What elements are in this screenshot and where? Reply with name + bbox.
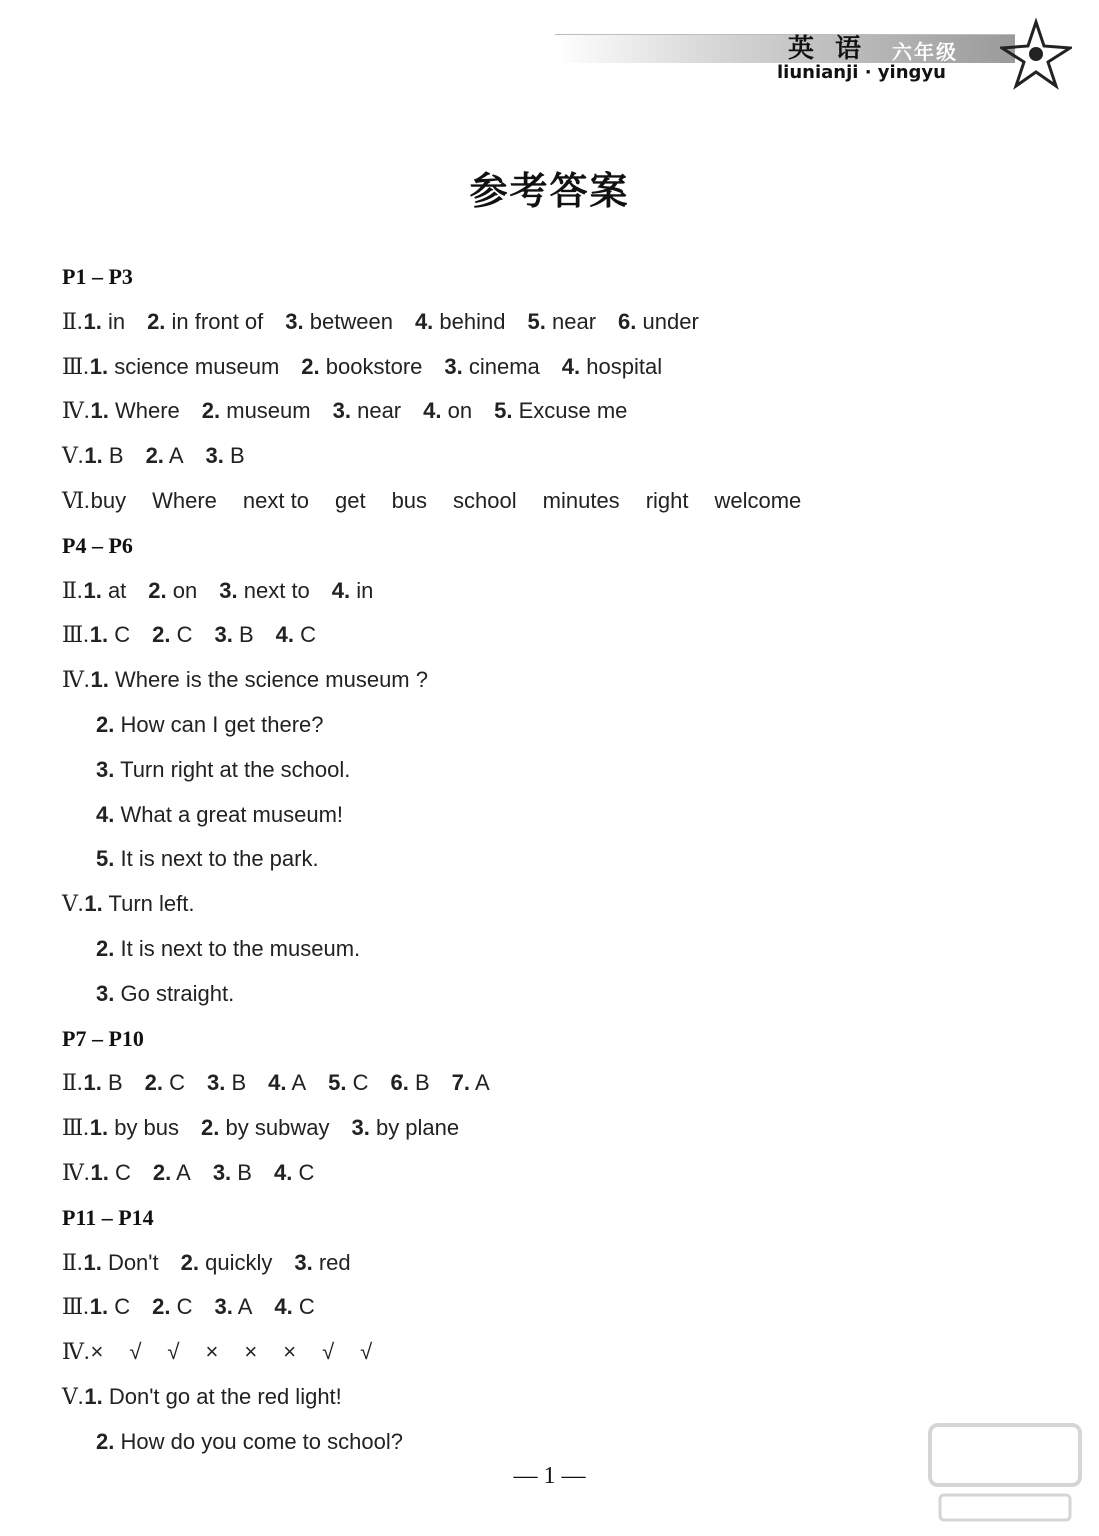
- item-answer: Excuse me: [518, 398, 628, 424]
- item-answer: Turn right at the school.: [120, 756, 351, 782]
- item-number: 6.: [390, 1070, 409, 1096]
- answer-line: [62, 434, 1042, 479]
- answer-line: [62, 1420, 1042, 1465]
- answer-content: [62, 255, 1042, 1465]
- answer-item: [268, 1070, 306, 1095]
- answer-item: [285, 309, 393, 334]
- item-number: 5.: [328, 1070, 347, 1096]
- answer-item: [83, 309, 125, 334]
- answer-item: [181, 1250, 273, 1275]
- item-answer: Where is the science museum ?: [114, 667, 428, 693]
- item-answer: Turn left.: [108, 891, 195, 917]
- answer-word: minutes: [542, 487, 620, 513]
- answer-word: ×: [90, 1339, 104, 1365]
- answer-line: [62, 1106, 1042, 1151]
- answer-item: [90, 622, 130, 647]
- item-number: 4.: [96, 801, 115, 827]
- item-answer: B: [237, 1159, 252, 1185]
- item-answer: by bus: [114, 1115, 180, 1141]
- item-answer: by subway: [225, 1115, 330, 1141]
- answer-line: [62, 882, 1042, 927]
- item-number: 2.: [96, 711, 115, 737]
- item-number: 2.: [152, 622, 171, 648]
- item-number: 4.: [331, 577, 351, 603]
- answer-item: [618, 309, 699, 334]
- header-pinyin: liunianji · yingyu: [777, 62, 946, 83]
- item-answer: C: [176, 622, 193, 648]
- answer-item: [96, 1429, 403, 1454]
- answer-line: [62, 837, 1042, 882]
- item-answer: science museum: [114, 353, 280, 379]
- answer-item: [423, 398, 472, 423]
- item-number: 3.: [96, 756, 115, 782]
- header-grade: 六年级: [892, 40, 958, 64]
- question-number: Ⅲ.: [62, 622, 89, 648]
- item-answer: B: [238, 622, 254, 648]
- answer-item: [214, 1294, 252, 1319]
- item-answer: C: [114, 1159, 131, 1185]
- item-number: 3.: [351, 1115, 370, 1141]
- answer-item: [90, 667, 428, 692]
- answer-line: [62, 1061, 1042, 1106]
- item-answer: How do you come to school?: [120, 1428, 403, 1454]
- item-number: 2.: [180, 1249, 199, 1275]
- answer-line: [62, 345, 1042, 390]
- item-number: 3.: [285, 308, 304, 334]
- answer-word: √: [360, 1339, 373, 1365]
- answer-item: [152, 622, 192, 647]
- star-logo-icon: [1000, 18, 1072, 90]
- item-number: 5.: [527, 308, 546, 334]
- item-answer: Don't go at the red light!: [108, 1383, 342, 1409]
- item-number: 4.: [268, 1070, 287, 1096]
- answer-item: [301, 354, 422, 379]
- answer-item: [84, 1384, 341, 1409]
- answer-line: [62, 1241, 1042, 1286]
- item-answer: in: [107, 308, 126, 334]
- answer-item: [444, 354, 539, 379]
- answer-line: [62, 658, 1042, 703]
- answer-item: [90, 398, 179, 423]
- answer-line: [62, 613, 1042, 658]
- answer-item: [274, 1160, 314, 1185]
- item-number: 7.: [451, 1070, 471, 1096]
- question-number: Ⅱ.: [62, 308, 83, 334]
- question-number: Ⅳ.: [62, 1159, 90, 1185]
- item-answer: in: [356, 577, 374, 603]
- answer-item: [96, 981, 234, 1006]
- item-answer: C: [352, 1070, 369, 1096]
- item-answer: It is next to the park.: [120, 846, 319, 872]
- answer-line: [62, 748, 1042, 793]
- item-answer: by plane: [375, 1115, 460, 1141]
- answer-item: [219, 578, 310, 603]
- answer-item: [202, 398, 311, 423]
- item-number: 2.: [201, 1115, 220, 1141]
- item-answer: under: [642, 308, 699, 334]
- answer-line: [62, 569, 1042, 614]
- item-answer: on: [447, 398, 473, 424]
- answer-item: [83, 578, 126, 603]
- item-answer: What a great museum!: [120, 801, 344, 827]
- question-number: Ⅴ.: [62, 891, 84, 917]
- answer-line: [62, 1151, 1042, 1196]
- item-number: 4.: [273, 1159, 293, 1185]
- answer-word: √: [167, 1339, 180, 1365]
- answer-item: [351, 1115, 459, 1140]
- answer-item: [96, 936, 360, 961]
- answer-word: ×: [205, 1339, 219, 1365]
- item-number: 2.: [148, 577, 167, 603]
- answer-item: [146, 443, 184, 468]
- item-number: 6.: [618, 308, 637, 334]
- item-answer: A: [176, 1159, 191, 1185]
- answer-word: √: [322, 1339, 335, 1365]
- item-answer: C: [169, 1070, 185, 1096]
- item-number: 1.: [83, 308, 102, 334]
- item-number: 2.: [96, 935, 115, 961]
- answer-item: [528, 309, 597, 334]
- question-number: Ⅴ.: [62, 1383, 84, 1409]
- answer-item: [332, 578, 374, 603]
- answer-word: next to: [242, 487, 309, 513]
- item-answer: museum: [226, 398, 311, 424]
- section-heading: P4 – P6: [62, 532, 133, 558]
- item-number: 3.: [214, 1294, 233, 1320]
- item-answer: Don't: [107, 1249, 159, 1275]
- item-number: 3.: [294, 1249, 313, 1275]
- answer-item: [152, 1294, 192, 1319]
- item-answer: How can I get there?: [120, 711, 324, 737]
- item-number: 5.: [96, 846, 115, 872]
- page-number: — 1 —: [513, 1463, 586, 1489]
- question-number: Ⅲ.: [62, 1115, 89, 1141]
- item-answer: bookstore: [325, 353, 423, 379]
- item-answer: near: [357, 398, 402, 424]
- item-answer: B: [231, 1070, 247, 1096]
- item-number: 1.: [89, 353, 109, 379]
- answer-item: [147, 309, 263, 334]
- question-number: Ⅲ.: [62, 353, 89, 379]
- item-number: 3.: [205, 443, 224, 469]
- item-answer: Where: [114, 398, 180, 424]
- item-answer: C: [114, 1294, 131, 1320]
- item-number: 4.: [414, 308, 434, 334]
- answer-line: [62, 793, 1042, 838]
- answer-word: √: [129, 1339, 142, 1365]
- question-number: Ⅳ.: [62, 667, 90, 693]
- answer-item: [145, 1070, 185, 1095]
- item-answer: C: [300, 622, 317, 648]
- answer-item: [206, 443, 245, 468]
- item-number: 1.: [90, 1159, 109, 1185]
- question-number: Ⅲ.: [62, 1294, 89, 1320]
- answer-item: [90, 1115, 179, 1140]
- question-number: Ⅳ.: [62, 1339, 90, 1365]
- item-number: 2.: [144, 1070, 163, 1096]
- answer-item: [452, 1070, 490, 1095]
- answer-item: [415, 309, 506, 334]
- item-number: 1.: [83, 577, 102, 603]
- question-number: Ⅵ.: [62, 487, 90, 513]
- item-number: 1.: [90, 667, 109, 693]
- answer-item: [84, 891, 194, 916]
- item-answer: It is next to the museum.: [120, 935, 361, 961]
- item-number: 3.: [96, 980, 115, 1006]
- item-number: 1.: [84, 1383, 103, 1409]
- question-number: Ⅱ.: [62, 1070, 83, 1096]
- header-subject: 英 语: [788, 34, 868, 64]
- answer-line: [62, 927, 1042, 972]
- answer-word: bus: [391, 487, 428, 513]
- item-answer: hospital: [586, 353, 663, 379]
- item-number: 1.: [89, 622, 109, 648]
- item-number: 1.: [89, 1294, 109, 1320]
- item-number: 3.: [212, 1159, 232, 1185]
- item-answer: C: [298, 1294, 315, 1320]
- item-answer: near: [551, 308, 597, 334]
- answer-word: welcome: [714, 487, 802, 513]
- answer-line: [62, 1375, 1042, 1420]
- answer-item: [562, 354, 662, 379]
- answer-line: [62, 300, 1042, 345]
- item-number: 3.: [214, 622, 233, 648]
- item-answer: B: [108, 443, 124, 469]
- item-number: 3.: [332, 398, 351, 424]
- item-number: 2.: [152, 1159, 172, 1185]
- item-number: 1.: [84, 891, 103, 917]
- item-answer: red: [318, 1249, 351, 1275]
- item-number: 2.: [201, 398, 221, 424]
- answer-item: [207, 1070, 246, 1095]
- item-number: 1.: [84, 443, 103, 469]
- item-number: 4.: [423, 398, 442, 424]
- page-title: 参考答案: [469, 169, 630, 213]
- answer-item: [276, 622, 316, 647]
- item-number: 3.: [444, 353, 463, 379]
- answer-item: [90, 1294, 130, 1319]
- item-number: 2.: [145, 443, 164, 469]
- answer-word: buy: [90, 487, 127, 513]
- section-heading: P11 – P14: [62, 1204, 154, 1230]
- answer-item: [96, 757, 350, 782]
- item-number: 4.: [561, 353, 581, 379]
- watermark-logo-icon: [920, 1415, 1090, 1530]
- answer-item: [333, 398, 402, 423]
- item-answer: A: [168, 443, 184, 469]
- section-heading: P1 – P3: [62, 264, 133, 289]
- item-number: 1.: [90, 398, 109, 424]
- answer-item: [201, 1115, 329, 1140]
- question-number: Ⅴ.: [62, 443, 84, 469]
- section-heading: P7 – P10: [62, 1025, 144, 1051]
- answer-item: [83, 1250, 158, 1275]
- answer-line: [62, 1285, 1042, 1330]
- item-answer: quickly: [205, 1249, 273, 1275]
- answer-item: [96, 846, 319, 871]
- answer-word: get: [334, 487, 366, 513]
- answer-item: [83, 1070, 122, 1095]
- item-answer: next to: [243, 577, 310, 603]
- item-answer: between: [309, 308, 393, 334]
- item-answer: C: [114, 622, 131, 648]
- answer-item: [84, 443, 123, 468]
- item-number: 2.: [96, 1428, 115, 1454]
- item-number: 4.: [274, 1294, 293, 1320]
- answer-line: [62, 389, 1042, 434]
- answer-word: Where: [152, 487, 217, 513]
- answer-item: [90, 354, 280, 379]
- answer-line: [62, 703, 1042, 748]
- answer-item: [391, 1070, 430, 1095]
- answer-item: [90, 1160, 130, 1185]
- item-answer: in front of: [171, 308, 264, 334]
- answer-line: [62, 479, 1042, 524]
- item-answer: A: [237, 1294, 253, 1320]
- question-number: Ⅱ.: [62, 577, 83, 603]
- item-number: 3.: [207, 1070, 226, 1096]
- item-answer: at: [107, 577, 127, 603]
- item-number: 2.: [152, 1294, 171, 1320]
- answer-line: [62, 1330, 1042, 1375]
- item-answer: C: [298, 1159, 315, 1185]
- item-answer: B: [107, 1070, 123, 1096]
- item-number: 1.: [83, 1249, 102, 1275]
- answer-item: [213, 1160, 252, 1185]
- answer-item: [153, 1160, 191, 1185]
- item-answer: behind: [439, 308, 506, 334]
- answer-word: ×: [283, 1339, 297, 1365]
- item-number: 5.: [494, 398, 513, 424]
- item-answer: B: [230, 443, 245, 469]
- item-answer: C: [176, 1294, 193, 1320]
- answer-item: [96, 802, 343, 827]
- item-answer: B: [414, 1070, 430, 1096]
- question-number: Ⅳ.: [62, 398, 90, 424]
- item-number: 2.: [147, 308, 166, 334]
- answer-line: [62, 972, 1042, 1017]
- answer-word: right: [645, 487, 689, 513]
- item-number: 2.: [301, 353, 320, 379]
- item-answer: on: [172, 577, 198, 603]
- item-answer: A: [474, 1070, 490, 1096]
- question-number: Ⅱ.: [62, 1249, 83, 1275]
- item-number: 1.: [83, 1070, 102, 1096]
- answer-word: school: [453, 487, 517, 513]
- item-answer: Go straight.: [120, 980, 235, 1006]
- item-answer: cinema: [468, 353, 540, 379]
- answer-item: [214, 622, 253, 647]
- answer-item: [294, 1250, 350, 1275]
- item-number: 4.: [275, 622, 294, 648]
- item-number: 3.: [219, 577, 238, 603]
- answer-item: [494, 398, 627, 423]
- answer-word: ×: [244, 1339, 258, 1365]
- answer-item: [274, 1294, 314, 1319]
- answer-item: [328, 1070, 368, 1095]
- answer-item: [148, 578, 197, 603]
- item-answer: A: [291, 1070, 307, 1096]
- item-number: 1.: [89, 1115, 109, 1141]
- answer-item: [96, 712, 324, 737]
